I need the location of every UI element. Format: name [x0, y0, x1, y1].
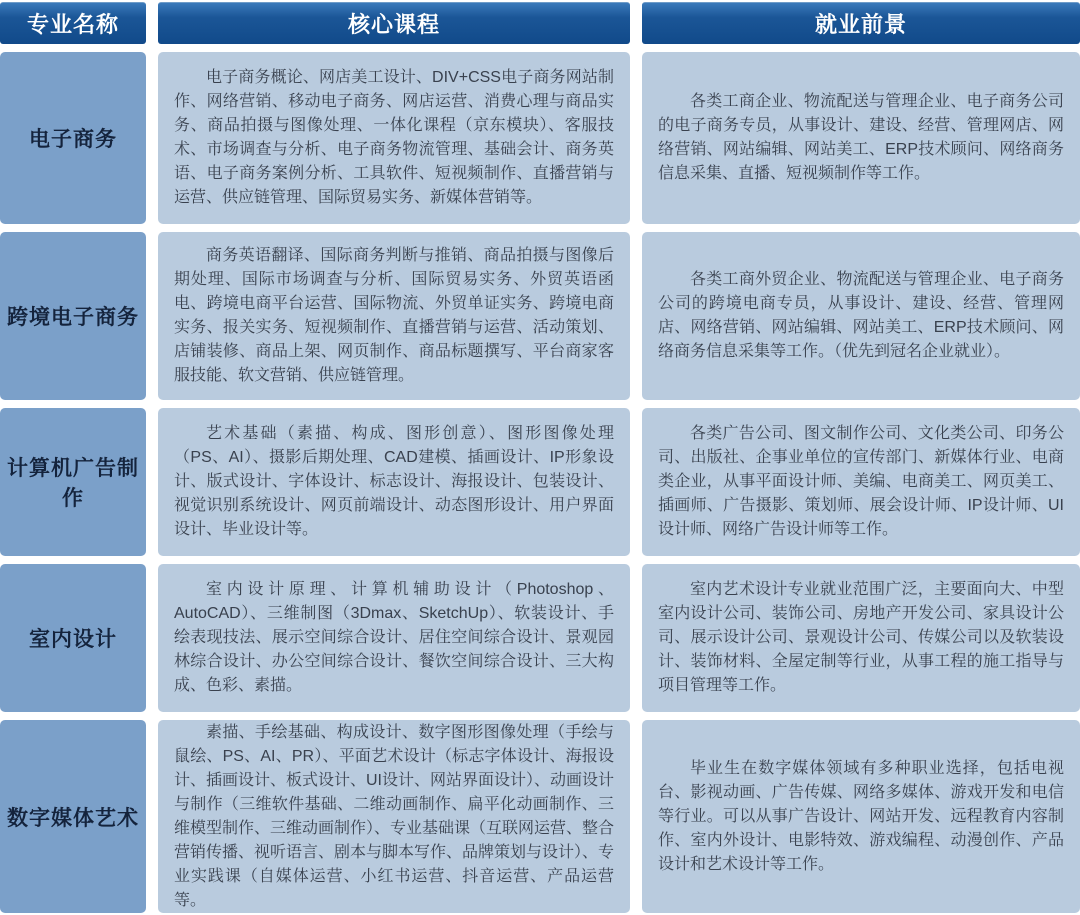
prospects-cell-computer-advertising — [642, 408, 1080, 556]
major-cell-cross-border-ecommerce — [0, 232, 146, 400]
courses-text: 室内设计原理、计算机辅助设计（Photoshop、AutoCAD）、三维制图（3Dmax、SketchUp）、软装设计、手绘表现技法、展示空间综合设计、居住空间综合设计、景观园林综合设计、办公空间综合设计、餐饮空间综合设计、三大构成、色彩、素描。 — [174, 581, 614, 694]
courses-cell-ecommerce — [158, 52, 630, 224]
major-cell-ecommerce — [0, 52, 146, 224]
prospects-cell-cross-border-ecommerce — [642, 232, 1080, 400]
column-header-courses — [158, 2, 630, 44]
courses-cell-interior-design — [158, 564, 630, 712]
major-name: 数字媒体艺术 — [7, 806, 139, 830]
prospects-cell-digital-media-art — [642, 720, 1080, 913]
courses-text: 素描、手绘基础、构成设计、数字图形图像处理（手绘与鼠绘、PS、AI、PR）、平面艺术设计（标志字体设计、海报设计、插画设计、板式设计、UI设计、网站界面设计）、动画设计与制作（三维软件基础、二维动画制作、扁平化动画制作、三维模型制作、三维动画制作）、专业基础课（互联网运营、整合营销传播、视听语言、剧本与脚本写作、品牌策划与设计）、专业实践课（自媒体运营、小红书运营、抖音运营、产品运营等。 — [174, 723, 615, 909]
major-cell-computer-advertising — [0, 408, 146, 556]
major-cell-interior-design — [0, 564, 146, 712]
prospects-cell-interior-design — [642, 564, 1080, 712]
courses-cell-computer-advertising — [158, 408, 630, 556]
column-header-courses-label: 核心课程 — [347, 12, 440, 37]
prospects-text: 各类广告公司、图文制作公司、文化类公司、印务公司、出版社、企事业单位的宣传部门、新媒体行业、电商类企业，从事平面设计师、美编、电商美工、网页美工、插画师、广告摄影、策划师、展会设计师、IP设计师、UI设计师、网络广告设计师等工作。 — [658, 425, 1064, 538]
courses-cell-digital-media-art — [158, 720, 630, 913]
courses-text: 电子商务概论、网店美工设计、DIV+CSS电子商务网站制作、网络营销、移动电子商务、网店运营、消费心理与商品实务、商品拍摄与图像处理、一体化课程（京东模块）、客服技术、市场调查与分析、电子商务物流管理、基础会计、商务英语、电子商务案例分析、工具软件、短视频制作、直播营销与运营、供应链管理、国际贸易实务、新媒体营销等。 — [174, 69, 614, 206]
major-name: 电子商务 — [29, 128, 117, 151]
column-header-prospects — [642, 2, 1080, 44]
major-cell-digital-media-art — [0, 720, 146, 913]
major-name: 室内设计 — [29, 628, 117, 651]
column-header-prospects-label: 就业前景 — [814, 12, 907, 37]
prospects-text: 毕业生在数字媒体领域有多种职业选择，包括电视台、影视动画、广告传媒、网络多媒体、游戏开发和电信等行业。可以从事广告设计、网站开发、远程教育内容制作、室内外设计、电影特效、游戏编程、动漫创作、产品设计和艺术设计等工作。 — [658, 759, 1064, 873]
prospects-cell-ecommerce — [642, 52, 1080, 224]
prospects-text: 室内艺术设计专业就业范围广泛，主要面向大、中型室内设计公司、装饰公司、房地产开发公司、家具设计公司、展示设计公司、景观设计公司、传媒公司以及软装设计、装饰材料、全屋定制等行业，从事工程的施工指导与项目管理等工作。 — [658, 581, 1064, 694]
courses-cell-cross-border-ecommerce — [158, 232, 630, 400]
major-name: 跨境电子商务 — [7, 306, 139, 329]
prospects-text: 各类工商外贸企业、物流配送与管理企业、电子商务公司的跨境电商专员，从事设计、建设、经营、管理网店、网络营销、网站编辑、网站美工、ERP技术顾问、网络商务信息采集等工作。（优先到冠名企业就业）。 — [658, 271, 1064, 360]
column-header-major-label: 专业名称 — [26, 12, 119, 37]
column-header-major — [0, 2, 146, 44]
major-name: 计算机广告制作 — [7, 457, 139, 510]
courses-text: 艺术基础（素描、构成、图形创意）、图形图像处理（PS、AI）、摄影后期处理、CAD建模、插画设计、IP形象设计、版式设计、字体设计、标志设计、海报设计、包装设计、视觉识别系统设计、网页前端设计、动态图形设计、用户界面设计、毕业设计等。 — [174, 425, 614, 538]
courses-text: 商务英语翻译、国际商务判断与推销、商品拍摄与图像后期处理、国际市场调查与分析、国际贸易实务、外贸英语函电、跨境电商平台运营、国际物流、外贸单证实务、跨境电商实务、报关实务、短视频制作、直播营销与运营、活动策划、店铺装修、商品上架、网页制作、商品标题撰写、平台商家客服技能、软文营销、供应链管理。 — [174, 247, 614, 384]
prospects-text: 各类工商企业、物流配送与管理企业、电子商务公司的电子商务专员，从事设计、建设、经营、管理网店、网络营销、网站编辑、网站美工、ERP技术顾问、网络商务信息采集、直播、短视频制作等工作。 — [658, 93, 1064, 182]
